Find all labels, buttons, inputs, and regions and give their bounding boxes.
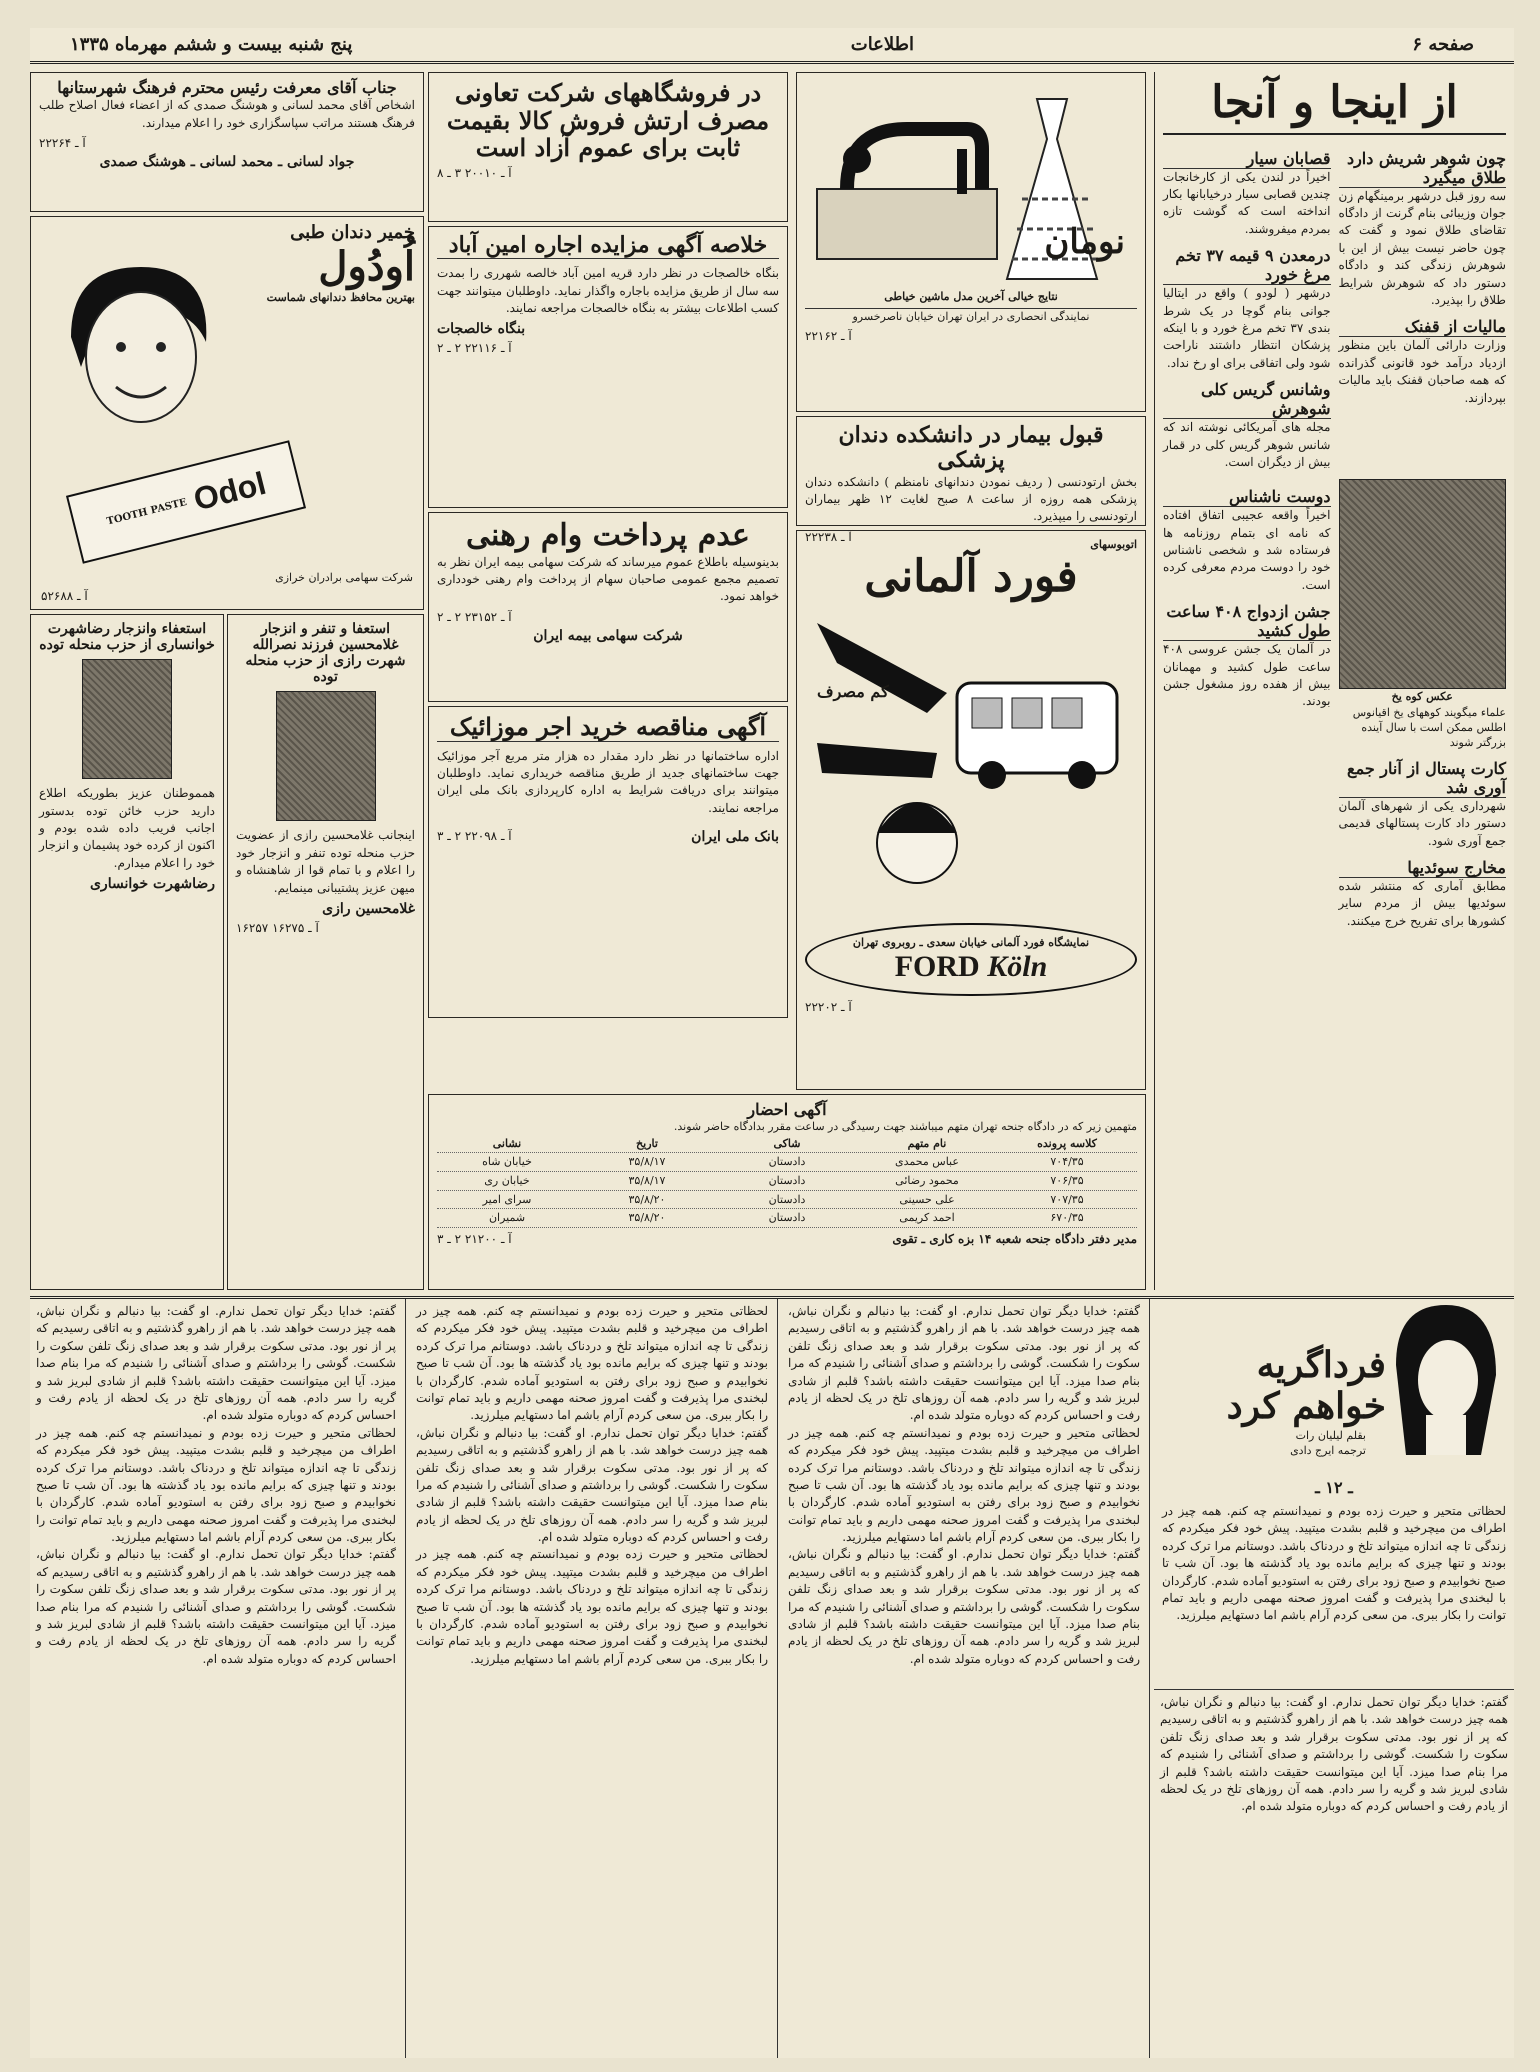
dealer-address: نمایشگاه فورد آلمانی خیابان سعدی ـ روبروی تهران [852,935,1090,949]
serial-author: بقلم لیلیان رات [1295,1428,1366,1442]
table-row: ۷۰۶/۳۵ محمود رضائی دادستان ۳۵/۸/۱۷ خیابان ری [437,1172,1137,1191]
story-heading: چون شوهر شریش دارد طلاق میگیرد [1339,149,1507,188]
here-and-there-column [1154,72,1514,1290]
notice-heading: قبول بیمار در دانشکده دندان پزشکی [838,422,1104,474]
notice-text: همموطنان عزیز بطوریکه اطلاع دارید حزب خائن توده بدستور اجانب فریب داده شده بودم و اکنون از کرده خود پشیمان و انزجار خود را اعلام میدارم. [39,786,215,870]
ad-line: بهترین محافظ دندانهای شماست [266,290,415,304]
column-divider [405,1299,406,2058]
notice-text: اینجانب غلامحسین رازی از عضویت حزب منحله توده تنفر و انزجار خود را اعلام و با تمام قوا از شاهنشاه و میهن عزیز پشتیبانی مینمایم. [236,828,415,895]
ad-footer: نمایندگی انحصاری در ایران تهران خیابان ناصرخسرو [805,308,1137,324]
notice-heading: استعفا و تنفر و انزجار غلامحسین فرزند نصرالله شهرت رازی از حزب منحله توده [245,621,406,686]
story-heading: کارت پستال از آنار جمع آوری شد [1339,759,1507,798]
serial-title: فرداگریه خواهم کرد [1226,1344,1386,1428]
story-heading: قصابان سیار [1163,149,1331,169]
serial-text: لحظاتی متحیر و حیرت زده بودم و نمیدانستم چه کنم. همه چیز در اطراف من میچرخید و قلبم بشدت میتپید. پیش خود فکر میکردم که زندگی تا چه اندازه میتواند تلخ و دردناک باشد. دوستانم مرا ترک کرده بودند و تنها چیزی که برایم مانده بود یاد گذشته ها بود. آن شب تا صبح نخوابیدم و صبح زود برای رفتن به استودیو آماده شدم. کارگردان با لبخندی مرا پذیرفت و گفت امروز صحنه مهمی داریم و باید تمام توانت را بکار ببری. من سعی کردم آرام باشم اما دستهایم میلرزید. [1162,1503,1506,1623]
table-row: ۷۰۷/۳۵ علی حسینی دادستان ۳۵/۸/۲۰ سرای امیر [437,1191,1137,1210]
court-summons-notice [428,1094,1146,1290]
ad-ref-number: آ ـ ۲۲۲۰۲ [805,1000,852,1015]
notice-signature: بانک ملی ایران [691,829,779,846]
notice-heading: جناب آقای معرفت رئیس محترم فرهنگ شهرستانها [57,78,397,97]
tube-brand: Odol [189,464,270,517]
story-heading: وشانس گریس کلی شوهرش [1163,380,1331,419]
serial-text: گفتم: خدایا دیگر توان تحمل ندارم. او گفت: بیا دنبالم و نگران نباش، همه چیز درست خواهد شد. با هم از راهرو گذشتیم و به اتاقی رسیدیم که پر از نور بود. مدتی سکوت برقرار شد و بعد صدای زنگ تلفن سکوت را شکست. گوشی را برداشتم و صدای آشنائی را شنیدم که مرا بنام صدا میزد. آیا این میتوانست حقیقت داشته باشد؟ قلبم از شادی لبریز شد و گریه را سر دادم. همه آن روزهای تلخ در یک لحظه از یادم رفت و احساس کردم که دوباره متولد شده ام. [788,1547,1140,1666]
notice-signature: مدیر دفتر دادگاه جنحه شعبه ۱۴ بزه کاری ـ تقوی [892,1231,1137,1246]
ad-ref-number: آ ـ ۲۲۱۶۲ [805,328,852,343]
auction-notice [428,226,788,508]
notice-text: اداره ساختمانها در نظر دارد مقدار ده هزار متر مربع آجر موزائیک جهت ساختمانهای جدید از طریق مناقصه خریداری نماید. داوطلبان میتوانند برای دریافت شرایط به اداره کارپردازی بانک ملی ایران مراجعه نمایند. [437,748,779,815]
notice-signature: رضاشهرت خوانساری [89,876,215,893]
notice-signature: جواد لسانی ـ محمد لسانی ـ هوشنگ صمدی [99,154,355,171]
serial-text: گفتم: خدایا دیگر توان تحمل ندارم. او گفت: بیا دنبالم و نگران نباش، همه چیز درست خواهد شد. با هم از راهرو گذشتیم و به اتاقی رسیدیم که پر از نور بود. مدتی سکوت برقرار شد و بعد صدای زنگ تلفن سکوت را شکست. گوشی را برداشتم و صدای آشنائی را شنیدم که مرا بنام صدا میزد. آیا این میتوانست حقیقت داشته باشد؟ قلبم از شادی لبریز شد و گریه را سر دادم. همه آن روزهای تلخ در یک لحظه از یادم رفت و احساس کردم که دوباره متولد شده ام. [36,1547,396,1666]
notice-heading: آگهی مناقصه خرید اجر موزائیک [437,713,779,742]
woman-face-illustration [41,247,241,447]
ad-lead: خمیر دندان طبی [290,222,415,243]
ford-bus-illustration [807,603,1137,923]
notice-text: متهمین زیر که در دادگاه جنحه تهران متهم میباشند جهت رسیدگی در ساعت مقرر بدادگاه حاضر شوند. [673,1120,1137,1134]
ad-distributor: شرکت سهامی برادران خرازی [275,570,413,584]
serial-text: گفتم: خدایا دیگر توان تحمل ندارم. او گفت: بیا دنبالم و نگران نباش، همه چیز درست خواهد شد. با هم از راهرو گذشتیم و به اتاقی رسیدیم که پر از نور بود. مدتی سکوت برقرار شد و بعد صدای زنگ تلفن سکوت را شکست. گوشی را برداشتم و صدای آشنائی را شنیدم که مرا بنام صدا میزد. آیا این میتوانست حقیقت داشته باشد؟ قلبم از شادی لبریز شد و گریه را سر دادم. همه آن روزهای تلخ در یک لحظه از یادم رفت و احساس کردم که دوباره متولد شده ام. [1160,1695,1508,1814]
ad-tagline: نتایج خیالی آخرین مدل ماشین خیاطی [884,290,1058,303]
story-heading: درمعدن ۹ قیمه ۳۷ تخم مرغ خورد [1163,246,1331,285]
dealer-oval [805,923,1137,996]
notice-heading: استعفاء وانزجار رضاشهرت خوانساری از حزب منحله توده [39,621,215,654]
brand-name: نومان [1044,222,1125,262]
serial-translator: ترجمه ایرج دادی [1290,1444,1366,1458]
column-divider [1149,1299,1150,2058]
insurance-notice [428,512,788,702]
notice-text: بدینوسیله باطلاع عموم میرساند که شرکت سهامی بیمه ایران نظر به تصمیم مجمع عمومی صاحبان سهام از پرداخت وام رهنی خودداری خواهد نمود. [437,554,779,604]
ad-ref-number: آ ـ ۵۲۶۸۸ [41,589,88,603]
koln-logo-text: Köln [987,950,1048,984]
notice-heading: در فروشگاههای شرکت تعاونی مصرف ارتش فروش کالا بقیمت ثابت برای عموم آزاد است [446,78,770,163]
story-text: در آلمان یک جشن عروسی ۴۰۸ ساعت طول کشید و مهمانان بیش از هفده روز مشغول جشن بودند. [1163,642,1331,709]
odol-toothpaste-ad [30,216,424,610]
resignation-notice [30,614,224,1290]
dentistry-notice [796,416,1146,544]
story-heading: دوست ناشناس [1163,487,1331,507]
serial-text: لحظاتی متحیر و حیرت زده بودم و نمیدانستم چه کنم. همه چیز در اطراف من میچرخید و قلبم بشدت میتپید. پیش خود فکر میکردم که زندگی تا چه اندازه میتواند تلخ و دردناک باشد. دوستانم مرا ترک کرده بودند و تنها چیزی که برایم مانده بود یاد گذشته ها بود. آن شب تا صبح نخوابیدم و صبح زود برای رفتن به استودیو آماده شدم. کارگردان با لبخندی مرا پذیرفت و گفت امروز صحنه مهمی داریم و باید تمام توانت را بکار ببری. من سعی کردم آرام باشم اما دستهایم میلرزید. [416,1304,768,1423]
serial-title-block [1154,1299,1514,1679]
story-text: درشهر ( لودو ) واقع در ایتالیا جوانی بنام گوچا در یک شرط بندی ۳۷ تخم مرغ خورد و با اینکه پزشکان انتظار داشتند ناراحت شود ولی اتفاقی برای او رخ نداد. [1163,286,1331,370]
ford-logo-text: FORD [894,950,980,984]
story-text: شهرداری یکی از شهرهای آلمان دستور داد کارت پستالهای قدیمی جمع آوری شود. [1338,798,1506,848]
ad-kicker: اتوبوسهای [1090,538,1137,551]
newspaper-name: اطلاعات [850,34,914,55]
notice-ref: آ ـ ۱۶۲۷۵ ۱۶۲۵۷ [236,920,319,935]
ad-slogan: کم مصرف [817,682,889,701]
ford-bus-ad [796,530,1146,1090]
serial-part-number: ـ ۱۲ ـ [1315,1477,1353,1497]
story-text: مجله های آمریکائی نوشته اند که شانس شوهر گریس کلی در قمار بیش از دیگران است. [1163,420,1331,469]
portrait-photo [276,691,376,821]
notice-ref: آ ـ ۲۲۲۳۸ [805,529,852,544]
newspaper-page [30,28,1514,2058]
notice-text: اشخاص آقای محمد لسانی و هوشنگ صمدی که از اعضاء فعال اصلاح طلب فرهنگ هستند مراتب سپاسگزاری خود را اعلام میدارند. [39,98,415,130]
sewing-machine-ad [796,72,1146,412]
serial-story-section [30,1296,1514,2058]
serial-text: گفتم: خدایا دیگر توان تحمل ندارم. او گفت: بیا دنبالم و نگران نباش، همه چیز درست خواهد شد. با هم از راهرو گذشتیم و به اتاقی رسیدیم که پر از نور بود. مدتی سکوت برقرار شد و بعد صدای زنگ تلفن سکوت را شکست. گوشی را برداشتم و صدای آشنائی را شنیدم که مرا بنام صدا میزد. آیا این میتوانست حقیقت داشته باشد؟ قلبم از شادی لبریز شد و گریه را سر دادم. همه آن روزهای تلخ در یک لحظه از یادم رفت و احساس کردم که دوباره متولد شده ام. [36,1304,396,1423]
culture-thanks-notice [30,72,424,212]
table-row: ۶۷۰/۳۵ احمد کریمی دادستان ۳۵/۸/۲۰ شمیران [437,1209,1137,1228]
story-text: سه روز قبل درشهر برمینگهام زن جوان وزیبائی بنام گرنت از دادگاه تقاضای طلاق نمود و گفت که چون حاضر نیست بیش از این با شوهرش زندگی کند و دادگاه دستور داد که شوهرش شرایط طلاق را بپذیرد. [1338,188,1506,307]
column-title: از اینجا و آنجا [1163,78,1506,135]
story-text: مطابق آماری که منتشر شده سوئدیها بیش از مردم سایر کشورها برای تفریح خرج میکنند. [1338,879,1506,928]
notice-heading: آگهی احضار [747,1100,827,1119]
serial-text: گفتم: خدایا دیگر توان تحمل ندارم. او گفت: بیا دنبالم و نگران نباش، همه چیز درست خواهد شد. با هم از راهرو گذشتیم و به اتاقی رسیدیم که پر از نور بود. مدتی سکوت برقرار شد و بعد صدای زنگ تلفن سکوت را شکست. گوشی را برداشتم و صدای آشنائی را شنیدم که مرا بنام صدا میزد. آیا این میتوانست حقیقت داشته باشد؟ قلبم از شادی لبریز شد و گریه را سر دادم. همه آن روزهای تلخ در یک لحظه از یادم رفت و احساس کردم که دوباره متولد شده ام. [416,1425,768,1545]
notice-signature: شرکت سهامی بیمه ایران [533,627,683,644]
army-coop-notice [428,72,788,222]
notice-ref: آ ـ ۲۲۱۱۶ ۲ ـ ۲ [437,341,512,356]
serial-column [410,1299,774,2058]
notice-signature: بنگاه خالصجات [437,321,526,338]
serial-text: لحظاتی متحیر و حیرت زده بودم و نمیدانستم چه کنم. همه چیز در اطراف من میچرخید و قلبم بشدت میتپید. پیش خود فکر میکردم که زندگی تا چه اندازه میتواند تلخ و دردناک باشد. دوستانم مرا ترک کرده بودند و تنها چیزی که برایم مانده بود یاد گذشته ها بود. آن شب تا صبح نخوابیدم و صبح زود برای رفتن به استودیو آماده شدم. کارگردان با لبخندی مرا پذیرفت و گفت امروز صحنه مهمی داریم و باید تمام توانت را بکار ببری. من سعی کردم آرام باشم اما دستهایم میلرزید. [36,1425,396,1545]
notice-text: بخش ارتودنسی ( ردیف نمودن دندانهای نامنظم ) دانشکده دندان پزشکی همه روزه از ساعت ۸ صبح لغایت ۱۲ ظهر بیماران ارتودنسی را میپذیرد. [805,474,1138,524]
serial-text: لحظاتی متحیر و حیرت زده بودم و نمیدانستم چه کنم. همه چیز در اطراف من میچرخید و قلبم بشدت میتپید. پیش خود فکر میکردم که زندگی تا چه اندازه میتواند تلخ و دردناک باشد. دوستانم مرا ترک کرده بودند و تنها چیزی که برایم مانده بود یاد گذشته ها بود. آن شب تا صبح نخوابیدم و صبح زود برای رفتن به استودیو آماده شدم. کارگردان با لبخندی مرا پذیرفت و گفت امروز صحنه مهمی داریم و باید تمام توانت را بکار ببری. من سعی کردم آرام باشم اما دستهایم میلرزید. [416,1547,768,1666]
serial-column [30,1299,402,2058]
notice-ref: آ ـ ۲۳۱۵۲ ۲ ـ ۲ [437,609,512,624]
photo-subcaption: علماء میگویند کوههای یخ اقیانوس اطلس ممکن است با سال آینده بزرگتر شوند [1352,705,1506,750]
story-heading: مالیات از قفنک [1339,317,1507,337]
notice-heading: عدم پرداخت وام رهنی [466,518,750,553]
ad-brand: اُودُول [318,242,415,290]
story-heading: جشن ازدواج ۴۰۸ ساعت طول کشید [1163,602,1331,641]
serial-text: گفتم: خدایا دیگر توان تحمل ندارم. او گفت: بیا دنبالم و نگران نباش، همه چیز درست خواهد شد. با هم از راهرو گذشتیم و به اتاقی رسیدیم که پر از نور بود. مدتی سکوت برقرار شد و بعد صدای زنگ تلفن سکوت را شکست. گوشی را برداشتم و صدای آشنائی را شنیدم که مرا بنام صدا میزد. آیا این میتوانست حقیقت داشته باشد؟ قلبم از شادی لبریز شد و گریه را سر دادم. همه آن روزهای تلخ در یک لحظه از یادم رفت و احساس کردم که دوباره متولد شده ام. [788,1304,1140,1423]
notice-signature: غلامحسین رازی [322,900,415,917]
story-heading: مخارج سوئدیها [1339,858,1507,878]
portrait-photo [82,659,172,779]
ad-title: فورد آلمانی [864,551,1078,603]
table-header: کلاسه پرونده نام متهم شاکی تاریخ نشانی [437,1135,1137,1154]
photo-caption: عکس کوه یخ [1391,690,1453,704]
issue-date: پنج شنبه بیست و ششم مهرماه ۱۳۳۵ [70,34,353,55]
story-text: اخیراً در لندن یکی از کارخانجات چندین قصابی سیار درخیابانها بکار انداخته است که گوشت تازه بمردم میفروشند. [1163,169,1331,236]
toothpaste-tube [66,440,306,564]
serial-illustration [1386,1305,1506,1465]
notice-ref: آ ـ ۲۲۲۶۴ [39,136,86,151]
story-text: وزارت دارائی آلمان باین منظور ازدیاد درآمد خود قانونی گذرانده که همه صاحبان قفنک باید مالیات بپردازند. [1338,338,1506,405]
notice-heading: خلاصه آگهی مزایده اجاره امین آباد [437,233,779,259]
tender-notice [428,706,788,1018]
notice-ref: آ ـ ۲۱۲۰۰ ۲ ـ ۳ [437,1231,512,1246]
notice-text: بنگاه خالصجات در نظر دارد قریه امین آباد خالصه شهرری را بمدت سه سال از طریق مزایده باجاره واگذار نماید. داوطلبان میتوانند جهت کسب اطلاعات بیشتر به بنگاه خالصجات مراجعه نمایند. [437,266,780,316]
story-text: اخیراً واقعه عجیبی اتفاق افتاده که نامه ای بتمام روزنامه ها فرستاده شد و شخصی ناشناس خود را دوست مردم معرفی کرده است. [1163,508,1331,592]
table-row: ۷۰۴/۳۵ عباس محمدی دادستان ۳۵/۸/۱۷ خیابان شاه [437,1153,1137,1172]
column-divider [777,1299,778,2058]
serial-text: لحظاتی متحیر و حیرت زده بودم و نمیدانستم چه کنم. همه چیز در اطراف من میچرخید و قلبم بشدت میتپید. پیش خود فکر میکردم که زندگی تا چه اندازه میتواند تلخ و دردناک باشد. دوستانم مرا ترک کرده بودند و تنها چیزی که برایم مانده بود یاد گذشته ها بود. آن شب تا صبح نخوابیدم و صبح زود برای رفتن به استودیو آماده شدم. کارگردان با لبخندی مرا پذیرفت و گفت امروز صحنه مهمی داریم و باید تمام توانت را بکار ببری. من سعی کردم آرام باشم اما دستهایم میلرزید. [788,1425,1140,1545]
notice-ref: آ ـ ۲۰۰۱۰ ۳ ـ ۸ [437,165,512,180]
page-number: صفحه ۶ [1412,34,1474,55]
masthead [30,28,1514,64]
notice-ref: آ ـ ۲۲۰۹۸ ۲ ـ ۳ [437,829,512,844]
serial-column [782,1299,1146,2058]
serial-column [1154,1689,1514,2058]
tube-sub-label: TOOTH PASTE [105,496,188,528]
iceberg-photo [1339,479,1507,689]
resignation-notice [227,614,424,1290]
